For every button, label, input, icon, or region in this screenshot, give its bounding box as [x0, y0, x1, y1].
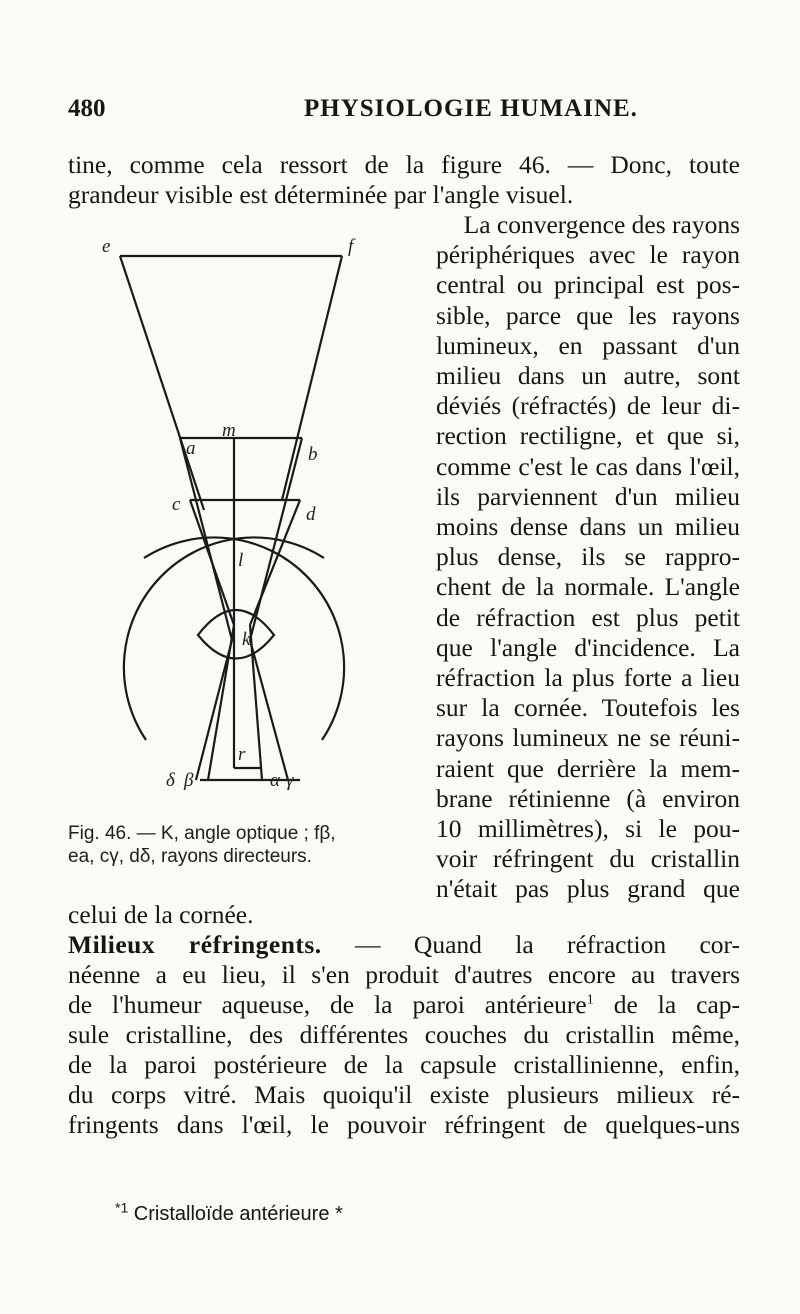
figure-46	[100, 220, 430, 790]
label-m: m	[222, 420, 236, 441]
figure-caption-line2: ea, cγ, dδ, rayons directeurs.	[68, 846, 312, 867]
right-column-line: central ou principal est pos-	[436, 270, 740, 300]
label-f: f	[348, 236, 354, 257]
body-line: sule cristalline, des différentes couches du cristallin même,	[68, 1020, 740, 1049]
label-beta: β	[184, 770, 194, 790]
note-line-end: de la cap-	[593, 990, 740, 1019]
right-column-line: brane rétinienne (à environ	[436, 783, 740, 813]
ray-to-delta	[196, 640, 232, 780]
right-column-line: périphériques avec le rayon	[436, 240, 740, 270]
right-column-line: comme c'est le cas dans l'œil,	[436, 451, 740, 481]
label-delta: δ	[166, 770, 175, 790]
right-column-line: moins dense dans un milieu	[436, 512, 740, 541]
body-line: grandeur visible est déterminée par l'angle visuel.	[68, 180, 574, 209]
label-e: e	[102, 236, 111, 257]
label-k: k	[242, 629, 251, 650]
body-line: de la paroi postérieure de la capsule cristallinienne, enfin,	[68, 1050, 740, 1079]
body-line: du corps vitré. Mais quoiqu'il existe plusieurs milieux ré-	[68, 1080, 740, 1109]
ray-c	[190, 500, 234, 625]
footnote	[115, 1199, 343, 1226]
right-column-line: La convergence des rayons	[463, 210, 740, 239]
right-column-line: déviés (réfractés) de leur di-	[436, 391, 740, 421]
label-l: l	[238, 550, 244, 571]
right-column-line: réfraction la plus forte a lieu	[436, 663, 740, 692]
label-alpha: α	[270, 770, 280, 790]
right-column-line: rayons lumineux ne se réuni-	[436, 723, 740, 753]
footnote-marker: *1	[115, 1199, 129, 1216]
eye-left-arc	[124, 537, 324, 740]
right-column-line: plus dense, ils se rappro-	[436, 542, 740, 572]
body-line: celui de la cornée.	[68, 900, 254, 929]
note-line-start: de l'humeur aqueuse, de la paroi antérieure	[68, 990, 587, 1019]
footnote-text: Cristalloïde antérieure *	[128, 1203, 343, 1225]
eye-diagram	[100, 220, 430, 790]
section-title: Milieux réfringents.	[68, 930, 322, 959]
right-column-line: sible, parce que les rayons	[436, 300, 740, 330]
label-c: c	[172, 494, 181, 515]
body-line-with-note	[68, 990, 740, 1020]
right-column-line: raient que derrière la mem-	[436, 753, 740, 783]
label-b: b	[308, 444, 318, 465]
right-column-line: chent de la normale. L'angle	[436, 572, 740, 602]
line-e-left	[120, 256, 204, 510]
label-a: a	[186, 438, 196, 459]
right-column-line: ils parviennent d'un milieu	[436, 481, 740, 511]
label-d: d	[306, 504, 316, 525]
page-header	[68, 95, 740, 129]
label-r: r	[238, 744, 246, 765]
section-first-line	[68, 930, 740, 960]
body-line: fringents dans l'œil, le pouvoir réfringent de quelques-uns	[68, 1110, 740, 1139]
right-column-line: lumineux, en passant d'un	[436, 330, 740, 360]
running-head: PHYSIOLOGIE HUMAINE.	[304, 95, 638, 122]
right-column-line: sur la cornée. Toutefois les	[436, 693, 740, 723]
footnote-ref: 1	[586, 992, 594, 1008]
section-first-line-rest: — Quand la réfraction cor-	[321, 930, 740, 959]
right-column-line: que l'angle d'incidence. La	[436, 632, 740, 662]
figure-caption-line1: Fig. 46. — K, angle optique ; fβ,	[68, 823, 336, 844]
label-gamma: γ	[286, 770, 294, 790]
right-column-line: n'était pas plus grand que	[436, 874, 740, 904]
lens	[198, 610, 274, 659]
right-column-line: 10 millimètres), si le pou-	[436, 814, 740, 843]
body-line: tine, comme cela ressort de la figure 46. — Donc, toute	[68, 150, 740, 179]
body-line: néenne a eu lieu, il s'en produit d'autres encore au travers	[68, 960, 740, 989]
right-column-line: rection rectiligne, et que si,	[436, 421, 740, 451]
page-number: 480	[68, 95, 106, 122]
right-column-line: voir réfringent du cristallin	[436, 844, 740, 874]
right-column-line: de réfraction est plus petit	[436, 602, 740, 632]
right-column-line: milieu dans un autre, sont	[436, 361, 740, 390]
